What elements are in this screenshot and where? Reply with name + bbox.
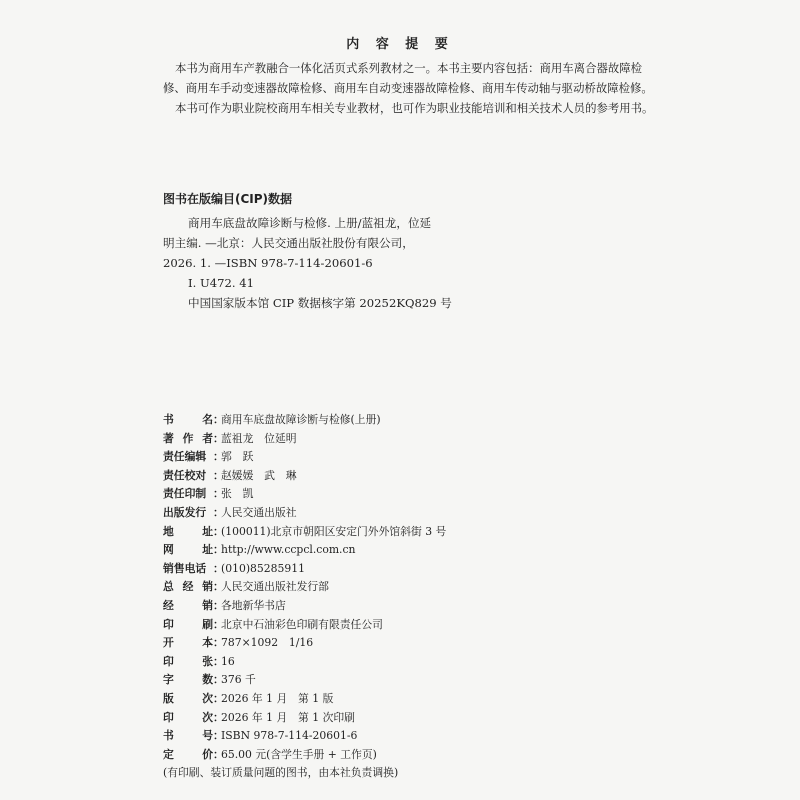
imprint-colon: ： [213, 673, 224, 687]
summary-line: 修、商用车手动变速器故障检修、商用车自动变速器故障检修、商用车传动轴与驱动桥故障检修。 [163, 81, 653, 95]
imprint-label [163, 709, 213, 728]
imprint-colon: ： [213, 691, 224, 705]
imprint-row [163, 504, 643, 523]
imprint-label-char: 定 [163, 747, 174, 761]
imprint-value: http://www.ccpcl.com.cn [221, 543, 356, 557]
summary-line: 本书为商用车产教融合一体化活页式系列教材之一。本书主要内容包括：商用车离合器故障检 [175, 61, 643, 75]
imprint-label [163, 523, 213, 542]
imprint-colon: ： [213, 654, 224, 668]
imprint-label [163, 690, 213, 709]
imprint-label-char: 经 [182, 580, 194, 594]
imprint-colon: ： [213, 598, 224, 612]
imprint-value: 赵媛媛 武 琳 [221, 468, 297, 482]
imprint-colon: ： [213, 450, 224, 464]
imprint-label-char: 总 [163, 580, 174, 594]
imprint-label-char: 者 [202, 431, 213, 445]
cip-line: Ⅰ. U472. 41 [188, 276, 254, 290]
imprint-colon: ： [213, 561, 224, 575]
imprint-row [163, 430, 643, 449]
imprint-value: (100011)北京市朝阳区安定门外外馆斜街 3 号 [221, 524, 447, 538]
imprint-label [163, 653, 213, 672]
imprint-value: 2026 年 1 月 第 1 版 [221, 691, 334, 705]
imprint-value: ISBN 978-7-114-20601-6 [221, 729, 358, 743]
imprint-row [163, 727, 643, 746]
imprint-value: (010)85285911 [221, 561, 305, 575]
summary-title: 内 容 提 要 [346, 37, 454, 52]
imprint-value: 各地新华书店 [221, 598, 286, 612]
imprint-colon: ： [213, 413, 224, 426]
imprint-row [163, 467, 643, 486]
imprint-row [163, 709, 643, 728]
imprint-label-char: 出版发行 [163, 505, 207, 519]
imprint-label [163, 411, 213, 430]
imprint-colon: ： [213, 747, 224, 761]
imprint-label [163, 746, 213, 765]
imprint-value: 北京中石油彩色印刷有限责任公司 [221, 617, 383, 631]
summary-line: 本书可作为职业院校商用车相关专业教材，也可作为职业技能培训和相关技术人员的参考用书。 [175, 101, 654, 115]
summary-text [163, 58, 654, 118]
imprint-row [163, 653, 643, 672]
imprint-label-char: 地 [163, 524, 174, 538]
imprint-colon: ： [213, 543, 224, 557]
imprint-label-char: 张 [202, 654, 213, 668]
imprint-label [163, 485, 213, 504]
imprint-value: 蓝祖龙 位延明 [221, 431, 297, 445]
imprint-label-char: 书 [163, 413, 174, 426]
imprint-colon: ： [213, 710, 224, 724]
imprint-value: 郭 跃 [221, 450, 254, 464]
imprint-label [163, 560, 213, 579]
imprint-row [163, 448, 643, 467]
imprint-value: 787×1092 1/16 [221, 636, 314, 650]
imprint-label [163, 504, 213, 523]
imprint-row [163, 411, 643, 430]
imprint-label-char: 址 [202, 524, 213, 538]
cip-line: 2026. 1. —ISBN 978-7-114-20601-6 [163, 256, 373, 270]
imprint-row [163, 485, 643, 504]
imprint-label-char: 印 [163, 654, 174, 668]
imprint-row [163, 541, 643, 560]
imprint-colon: ： [213, 580, 224, 594]
cip-line: 中国国家版本馆 CIP 数据核字第 20252KQ829 号 [188, 296, 452, 310]
imprint-value: 2026 年 1 月 第 1 次印刷 [221, 710, 355, 724]
imprint-colon: ： [213, 729, 224, 743]
imprint-label-char: 名 [202, 413, 213, 426]
cip-line: 商用车底盘故障诊断与检修. 上册/蓝祖龙，位延 [188, 216, 432, 230]
imprint-row [163, 634, 643, 653]
imprint-label-char: 价 [202, 747, 213, 761]
imprint-value: 商用车底盘故障诊断与检修(上册) [221, 413, 381, 426]
imprint-label-char: 作 [182, 431, 194, 445]
imprint-row [163, 746, 643, 765]
imprint-row [163, 523, 643, 542]
imprint-row [163, 578, 643, 597]
imprint-label-char: 次 [202, 710, 213, 724]
imprint-label-char: 责任印制 [163, 487, 207, 501]
imprint-colon: ： [213, 636, 224, 650]
imprint-label-char: 销售电话 [163, 561, 207, 575]
imprint-value: 16 [221, 654, 235, 668]
imprint-label-char: 经 [163, 598, 174, 612]
imprint-label-char: 网 [163, 543, 174, 557]
imprint-label [163, 634, 213, 653]
imprint-label-char: 著 [163, 431, 174, 445]
imprint-label [163, 578, 213, 597]
imprint-colon: ： [213, 617, 224, 631]
imprint-row [163, 616, 643, 635]
imprint-label-char: 销 [202, 598, 213, 612]
imprint-label [163, 430, 213, 449]
imprint-label-char: 数 [202, 673, 213, 687]
imprint-colon: ： [213, 431, 224, 445]
cip-line: 明主编. —北京：人民交通出版社股份有限公司， [163, 236, 414, 250]
imprint-block [163, 411, 643, 783]
imprint-value: 65.00 元(含学生手册 + 工作页) [221, 747, 377, 761]
imprint-value: 人民交通出版社 [221, 505, 297, 519]
imprint-label-char: 责任编辑 [163, 450, 207, 464]
imprint-label-char: 印 [163, 617, 174, 631]
imprint-label [163, 597, 213, 616]
cip-title: 图书在版编目(CIP)数据 [163, 192, 293, 206]
imprint-label [163, 467, 213, 486]
imprint-label [163, 448, 213, 467]
imprint-value: 张 凯 [221, 487, 254, 501]
imprint-label [163, 671, 213, 690]
imprint-row [163, 560, 643, 579]
imprint-label-char: 销 [202, 580, 213, 594]
imprint-colon: ： [213, 505, 224, 519]
imprint-label [163, 727, 213, 746]
imprint-row [163, 690, 643, 709]
cip-block [163, 213, 633, 313]
imprint-label-char: 责任校对 [163, 468, 207, 482]
imprint-label [163, 616, 213, 635]
imprint-colon: ： [213, 468, 224, 482]
imprint-label-char: 开 [163, 636, 174, 650]
imprint-label-char: 刷 [202, 617, 213, 631]
imprint-label-char: 书 [163, 729, 174, 743]
imprint-value: 376 千 [221, 673, 256, 687]
imprint-label-char: 号 [202, 729, 213, 743]
imprint-row [163, 597, 643, 616]
imprint-colon: ： [213, 524, 224, 538]
imprint-label-char: 次 [202, 691, 213, 705]
imprint-footnote: (有印刷、装订质量问题的图书，由本社负责调换) [163, 766, 399, 780]
imprint-label-char: 印 [163, 710, 174, 724]
imprint-label-char: 址 [202, 543, 213, 557]
imprint-row [163, 671, 643, 690]
imprint-value: 人民交通出版社发行部 [221, 580, 329, 594]
imprint-label [163, 541, 213, 560]
imprint-label-char: 版 [163, 691, 174, 705]
imprint-colon: ： [213, 487, 224, 501]
imprint-label-char: 字 [163, 673, 174, 687]
imprint-label-char: 本 [202, 636, 213, 650]
